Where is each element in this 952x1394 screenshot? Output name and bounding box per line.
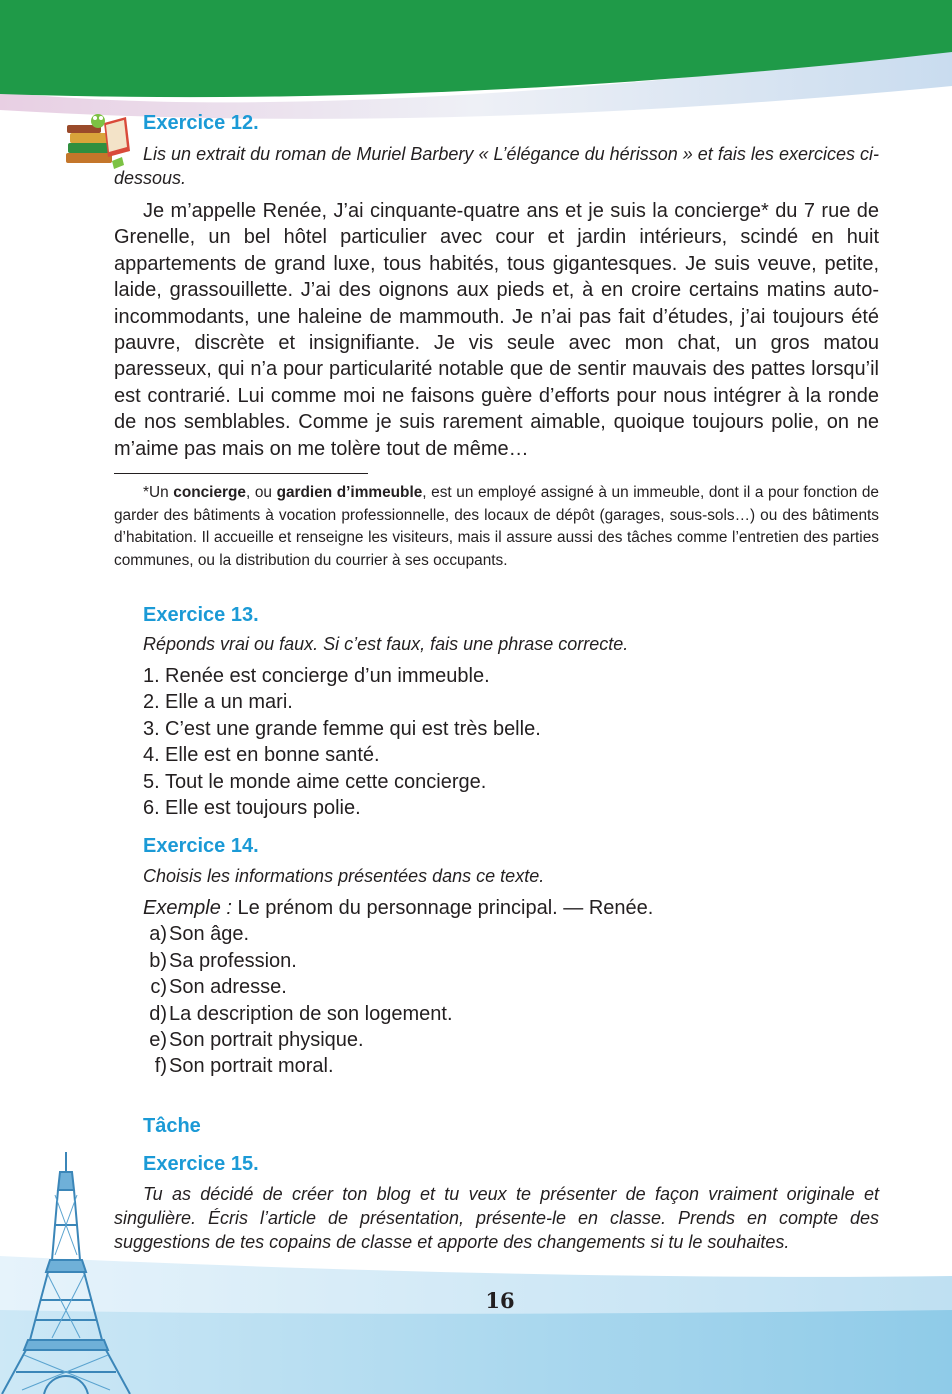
footnote-prefix: *Un [143,484,174,501]
item-text: Elle est toujours polie. [165,797,361,820]
exercise-15-instruction: Tu as décidé de créer ton blog et tu veux te présenter de façon vraiment originale et singulière. Écris l’article de présentation, présente-le en classe. Prends en compte des suggestions de tes copains de classe et apporte des changements si tu le souhaites. [114,1184,879,1252]
item-letter: e) [149,1029,167,1052]
footnote-connector: , ou [245,484,277,501]
item-text: Renée est concierge d’un immeuble. [165,665,490,687]
list-item [143,974,653,1000]
list-item [143,769,541,795]
item-letter: c) [150,976,167,999]
tache-title: Tâche [143,1115,201,1137]
item-text: Son âge. [169,923,250,946]
item-text: Sa profession. [169,949,297,972]
exercise-14-options [143,895,653,1080]
item-number: 4. [143,744,160,767]
item-text: Son portrait moral. [169,1055,334,1078]
exercise-14-title: Exercice 14. [143,835,259,857]
example-text: Le prénom du personnage principal. — Renée. [231,897,654,919]
exercise-13-instruction: Réponds vrai ou faux. Si c’est faux, fais une phrase correcte. [143,634,629,654]
item-text: C’est une grande femme qui est très belle. [165,717,541,740]
exercise-13-statements [143,663,541,821]
item-text: Elle est en bonne santé. [165,744,380,767]
list-item [143,948,653,974]
footnote-term-concierge: concierge [173,484,246,501]
list-item [143,1027,653,1053]
item-number: 5. [143,770,160,793]
list-item [143,795,541,821]
footer-band [0,1250,952,1394]
item-number: 2. [143,691,160,714]
item-text: Tout le monde aime cette concierge. [165,770,487,793]
list-item [143,1053,653,1079]
example-line [143,895,653,921]
list-item [143,689,541,715]
item-letter: a) [149,923,167,946]
item-number: 3. [143,717,160,740]
example-label: Exemple : [143,897,232,919]
item-letter: d) [149,1002,167,1025]
exercise-12-instruction: Lis un extrait du roman de Muriel Barbery « L’élégance du hérisson » et fais les exercices ci-dessous. [114,144,879,188]
exercise-13-title: Exercice 13. [143,604,259,626]
footnote-term-gardien: gardien d’immeuble [276,484,423,501]
list-item [143,716,541,742]
page-number: 16 [485,1288,515,1313]
exercise-14-instruction: Choisis les informations présentées dans ce texte. [143,866,545,886]
item-text: La description de son logement. [169,1002,453,1025]
list-item [143,742,541,768]
item-letter: f) [154,1055,167,1078]
footnote-divider [114,473,368,474]
novel-excerpt: Je m’appelle Renée, J’ai cinquante-quatre ans et je suis la concierge* du 7 rue de Grenelle, un bel hôtel particulier avec cour et jardin intérieurs, scindé en huit appartements de grand luxe, tous habités, tous gigantesques. Je suis veuve, petite, laide, grassouillette. J’ai des oignons aux pieds et, à en croire certains matins auto-incommodants, une haleine de mammouth. Je n’ai pas fait d’études, j’ai toujours été pauvre, discrète et insignifiante. Je vis seule avec mon chat, un gros matou paresseux, qui n’a pour particularité notable que de sentir mauvais des pattes lorsqu’il est contrarié. Lui comme moi ne faisons guère d’efforts pour nous intégrer à la ronde de nos semblables. Comme je suis rarement aimable, quoique toujours polie, on ne m’aime pas mais on me tolère tout de même… [114,200,879,460]
item-letter: b) [149,949,167,972]
exercise-15-title: Exercice 15. [143,1153,259,1175]
item-text: Son adresse. [169,976,287,999]
item-number: 6. [143,797,160,820]
list-item [143,921,653,947]
list-item [143,1001,653,1027]
footnote-definition: , est un employé assigné à un immeuble, dont il a pour fonction de garder des bâtiments à vocation professionnelle, des locaux de dépôt (garages, sous-sols…) ou des bâtiments d’habitation. Il accueille et renseigne les visiteurs, mais il assure aussi des tâches comme l’entretien des parties communes, ou la distribution du courrier à ses occupants. [114,484,879,569]
footnote [114,482,879,572]
item-text: Elle a un mari. [165,691,293,714]
exercise-12-title: Exercice 12. [143,112,259,134]
item-text: Son portrait physique. [169,1029,364,1052]
item-number: 1. [143,665,160,687]
list-item [143,663,541,689]
